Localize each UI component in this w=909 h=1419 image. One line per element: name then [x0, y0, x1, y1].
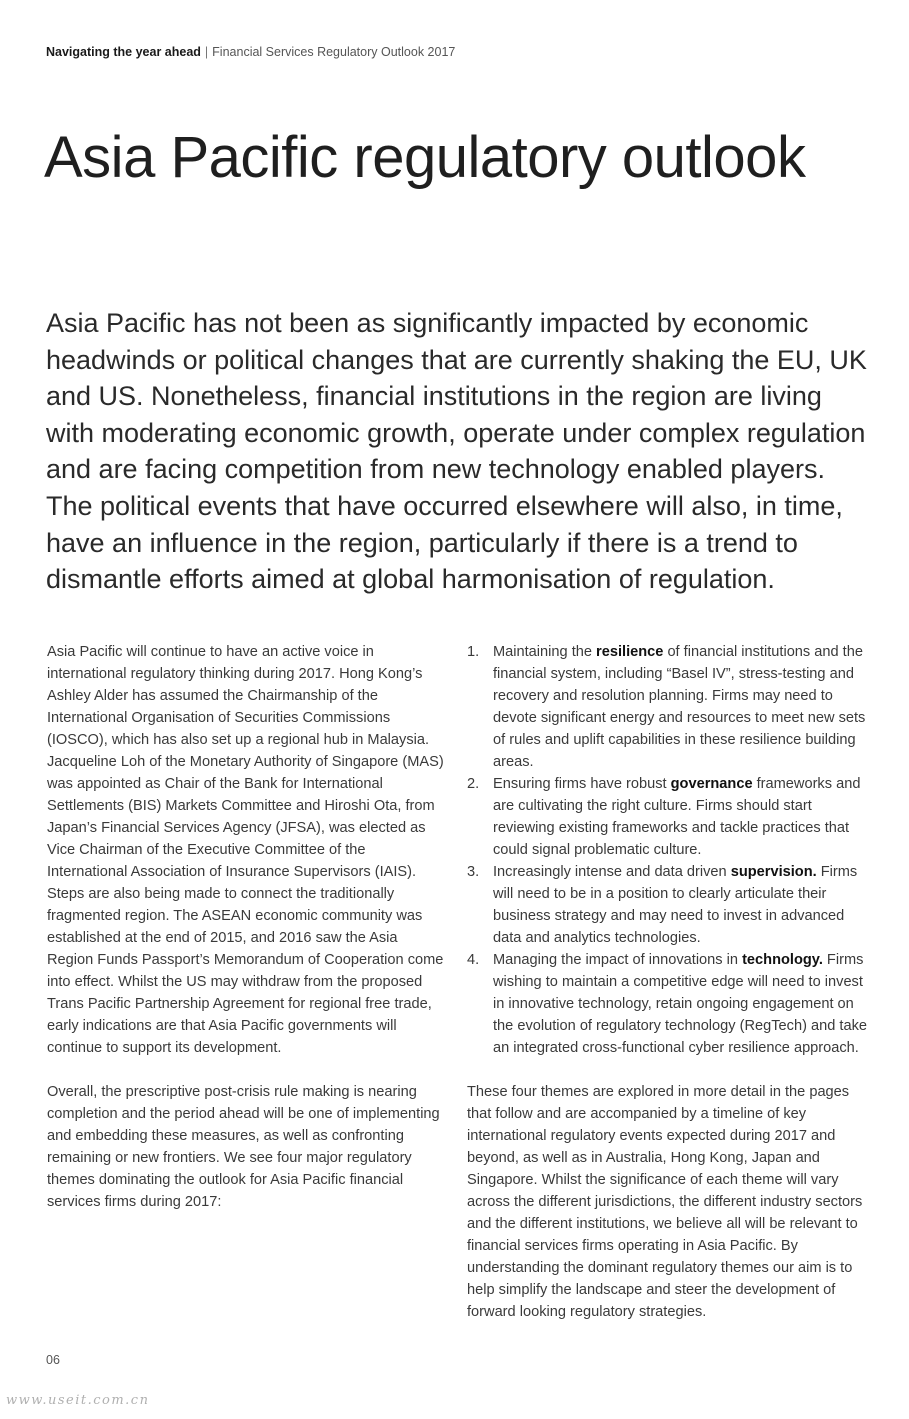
lead-paragraph: Asia Pacific has not been as significantly impacted by economic headwinds or political changes that are currently shaking the EU, UK and US. Nonetheless, financial institutions in the region are living with moderating economic growth, operate under complex regulation and are facing competition from new technology enabled players. The political events that have occurred elsewhere will also, in time, have an influence in the region, particularly if there is a trend to dismantle efforts aimed at global harmonisation of regulation.: [46, 308, 867, 595]
theme-number: 1.: [467, 644, 480, 660]
theme-keyword: technology.: [742, 952, 823, 968]
theme-number: 4.: [467, 952, 480, 968]
right-column: [467, 641, 867, 1323]
header-publication: Financial Services Regulatory Outlook 2017: [212, 45, 456, 59]
theme-text-after: Firms wishing to maintain a competitive edge will need to invest in innovative technology, retain ongoing engagement on the evolution of regulatory technology (RegTech) and take an integrated cross-functional cyber resilience approach.: [493, 952, 867, 1056]
watermark: www.useit.com.cn: [6, 1393, 150, 1408]
closing-paragraph: These four themes are explored in more detail in the pages that follow and are accompanied by a timeline of key international regulatory events expected during 2017 and beyond, as well as in Australia, Hong Kong, Japan and Singapore. Whilst the significance of each theme will vary across the different jurisdictions, the different industry sectors and the different institutions, we believe all will be relevant to financial services firms operating in Asia Pacific. By understanding the dominant regulatory themes our aim is to help simplify the landscape and steer the development of forward looking regulatory strategies.: [467, 1084, 863, 1320]
theme-text-before: Increasingly intense and data driven: [493, 864, 731, 880]
intro-paragraph: Asia Pacific will continue to have an active voice in international regulatory thinking during 2017. Hong Kong’s Ashley Alder has assumed the Chairmanship of the International Organisation of Securities Commissions (IOSCO), which has also set up a regional hub in Malaysia. Jacqueline Loh of the Monetary Authority of Singapore (MAS) was appointed as Chair of the Bank for International Settlements (BIS) Markets Committee and Hiroshi Ota, from Japan’s Financial Services Agency (JFSA), was elected as Vice Chairman of the Executive Committee of the International Association of Insurance Supervisors (IAIS). Steps are also being made to connect the traditionally fragmented region. The ASEAN economic community was established at the end of 2015, and 2016 saw the Asia Region Funds Passport’s Memorandum of Cooperation come into effect. Whilst the US may withdraw from the proposed Trans Pacific Partnership Agreement for regional free trade, early indications are that Asia Pacific governments will continue to support its development.: [47, 644, 444, 1056]
header-section: Navigating the year ahead: [46, 45, 201, 59]
themes-intro-paragraph: Overall, the prescriptive post-crisis rule making is nearing completion and the period ahead will be one of implementing and embedding these measures, as well as confronting remaining or new frontiers. We see four major regulatory themes dominating the outlook for Asia Pacific financial services firms during 2017:: [47, 1084, 440, 1210]
theme-text-before: Ensuring firms have robust: [493, 776, 671, 792]
theme-item-technology: [467, 949, 867, 1059]
left-column: [47, 641, 447, 1235]
theme-keyword: governance: [670, 776, 753, 792]
page-title: Asia Pacific regulatory outlook: [44, 125, 806, 190]
themes-list: [467, 641, 867, 1059]
theme-keyword: supervision.: [730, 864, 817, 880]
header-separator: |: [204, 45, 209, 59]
theme-keyword: resilience: [596, 644, 664, 660]
theme-number: 2.: [467, 776, 480, 792]
theme-item-supervision: [467, 861, 867, 949]
theme-item-governance: [467, 773, 867, 861]
running-header: [46, 44, 455, 60]
theme-text-before: Managing the impact of innovations in: [493, 952, 743, 968]
theme-text-after: of financial institutions and the financial system, including “Basel IV”, stress-testing and recovery and resolution planning. Firms may need to devote significant energy and resources to meet new sets of rules and uplift capabilities in these resilience building areas.: [493, 644, 866, 770]
page-number: 06: [46, 1353, 60, 1367]
theme-text-after: Firms will need to be in a position to clearly articulate their business strategy and may need to invest in advanced data and analytics technologies.: [493, 864, 858, 946]
theme-item-resilience: [467, 641, 867, 773]
theme-text-before: Maintaining the: [493, 644, 597, 660]
theme-text-after: frameworks and are cultivating the right culture. Firms should start reviewing existing frameworks and tackle practices that could signal problematic culture.: [493, 776, 861, 858]
theme-number: 3.: [467, 864, 480, 880]
